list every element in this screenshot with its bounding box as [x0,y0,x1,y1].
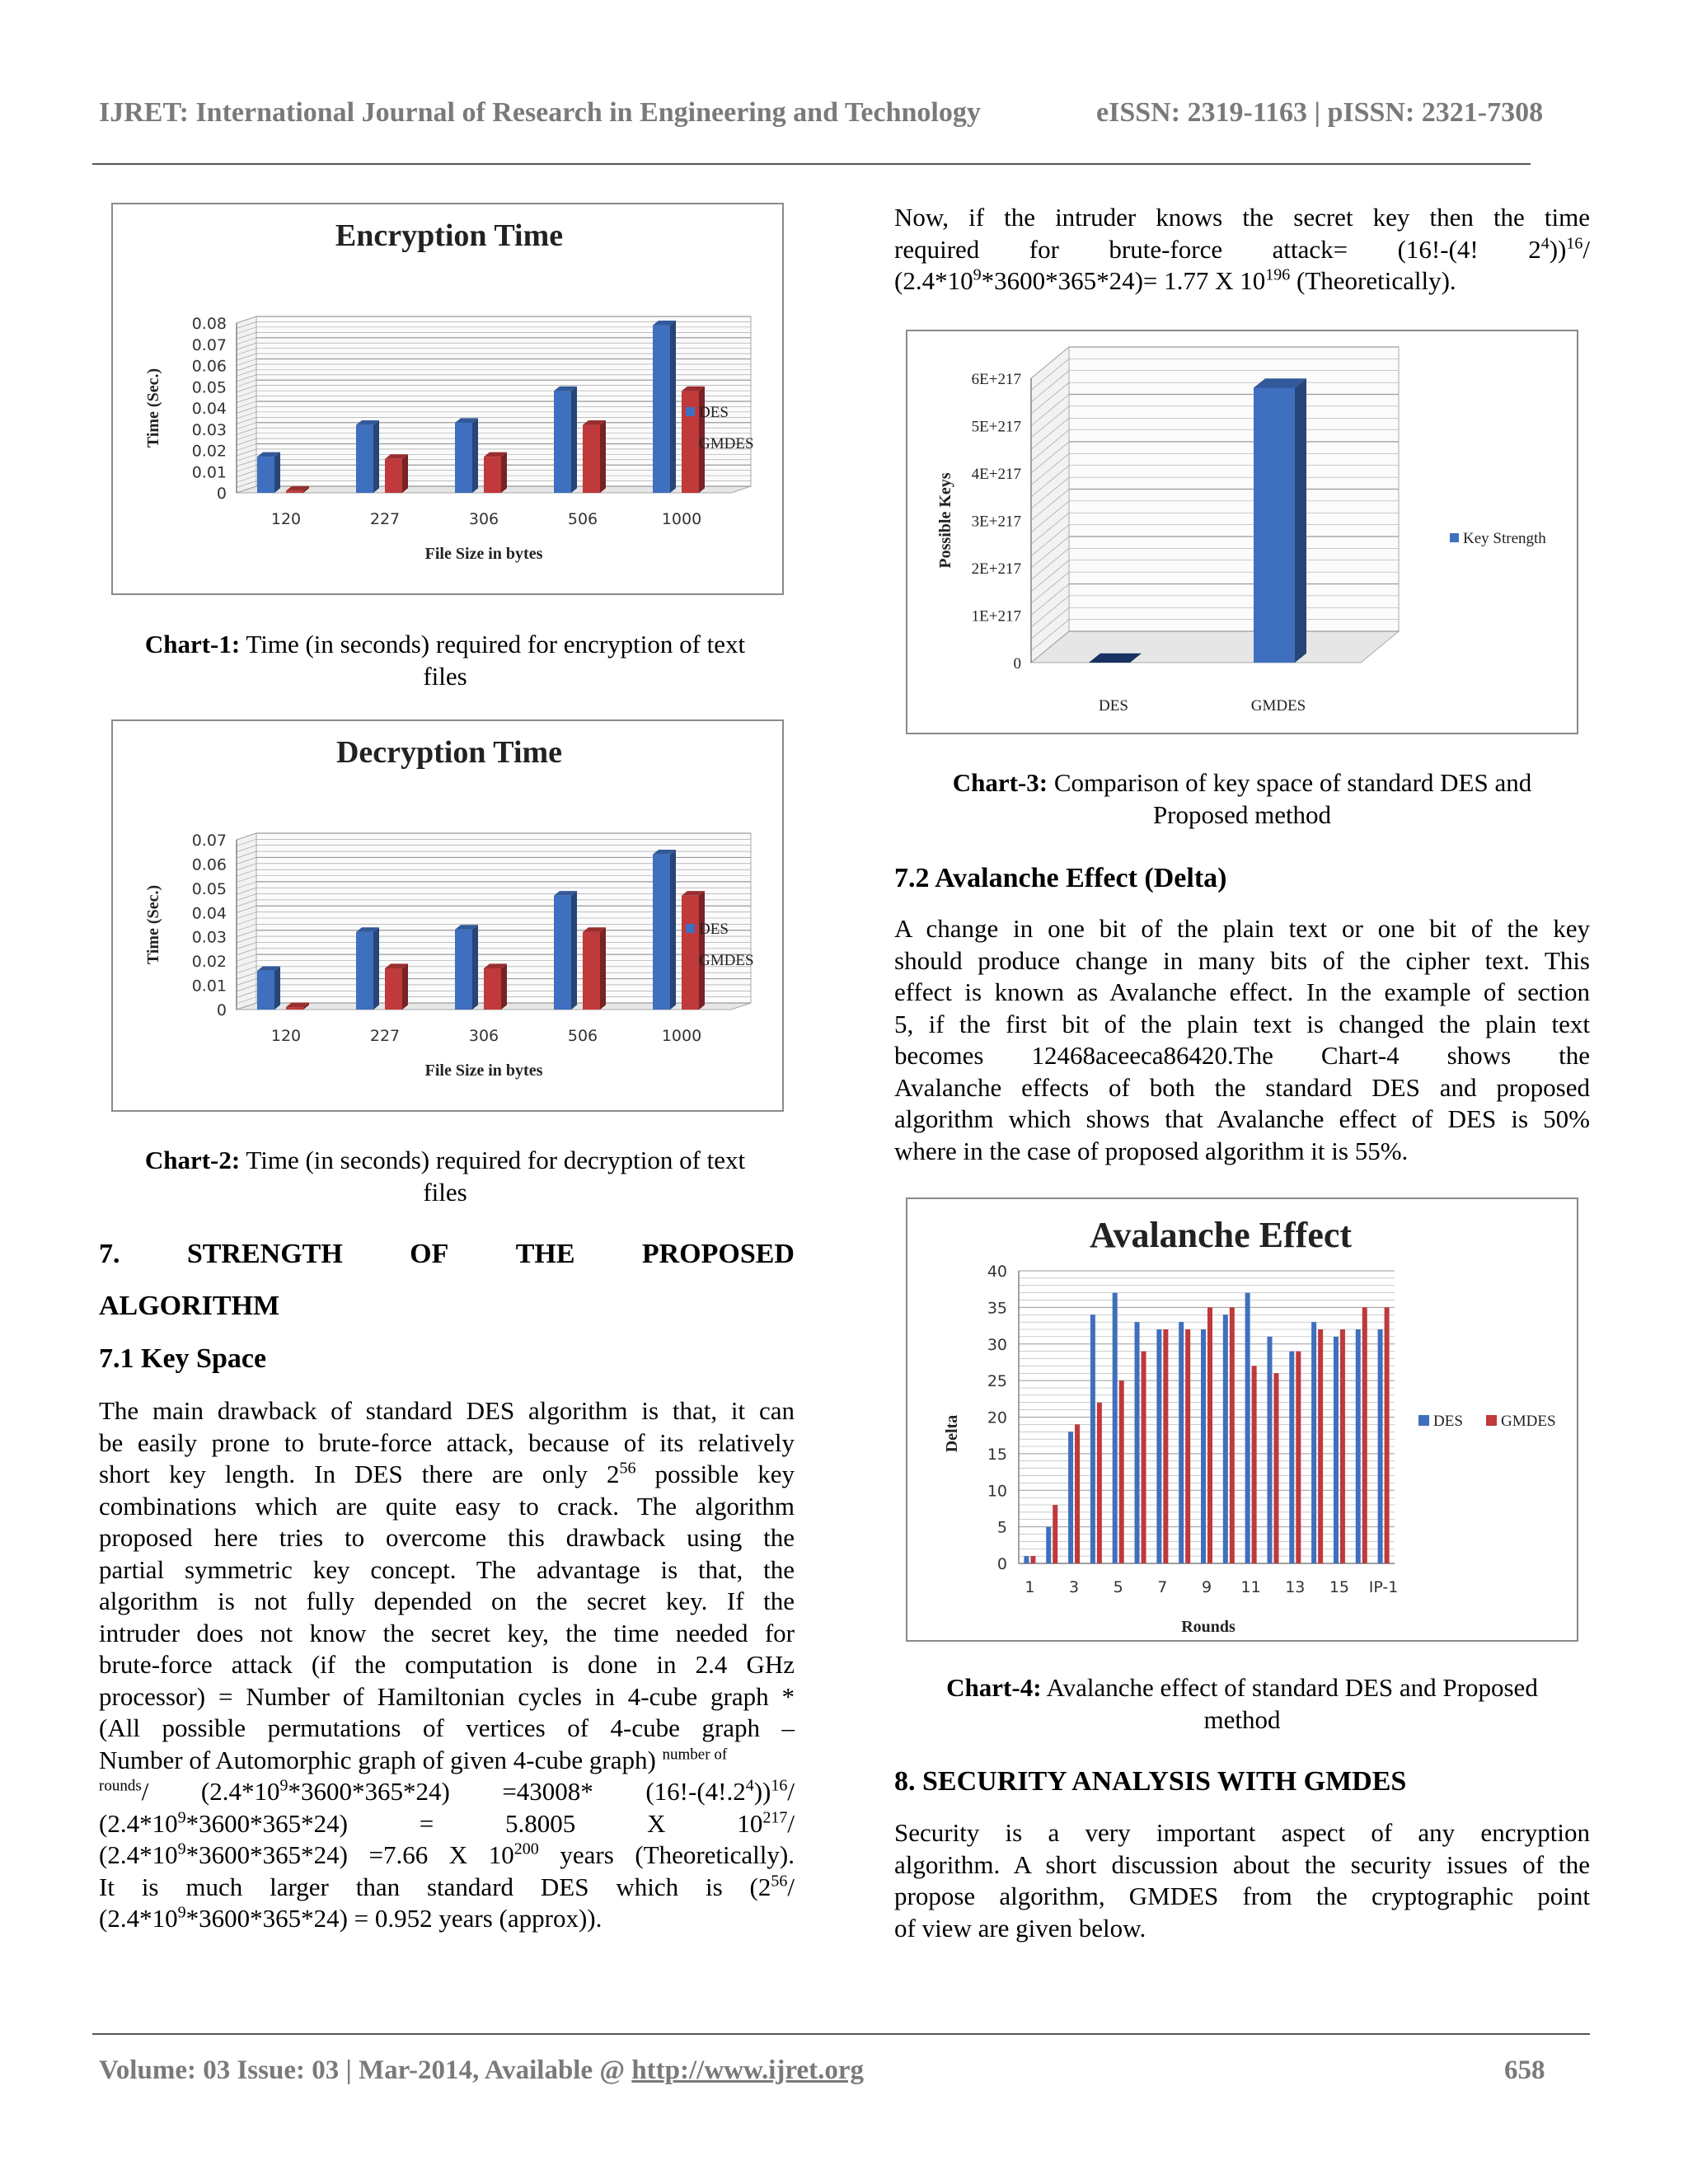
text-line [99,1776,795,1808]
bar-gmdes [385,459,402,493]
bar-gmdes [1030,1556,1035,1563]
text-line [99,1459,795,1491]
y-tick-label: 0.08 [191,315,227,333]
text-line: The main drawback of standard DES algorithm is that, it can [99,1396,795,1425]
bar-des [1245,1293,1250,1563]
heading-word: PROPOSED [641,1239,795,1269]
x-tick-label: 1000 [661,510,702,528]
x-tick-label: 120 [270,510,302,528]
bar-des [1267,1337,1272,1563]
legend-swatch [686,407,695,416]
footer-text: Volume: 03 Issue: 03 | Mar-2014, Available @ [99,2055,632,2085]
x-tick-label: 3 [1069,1578,1080,1596]
text-run: Number of Automorphic graph of given 4-cube graph) [99,1745,656,1774]
bar-des [1135,1322,1140,1563]
text-line: combinations which are quite easy to crack. The algorithm [99,1491,795,1521]
y-tick-label: 0.06 [191,357,227,376]
legend-label: DES [699,921,729,938]
caption-label: Chart-1: [144,630,241,658]
superscript: 16 [1566,234,1583,253]
y-tick-label: 5 [996,1518,1007,1537]
bar-gmdes [484,457,501,493]
chart-title: Decryption Time [335,735,563,770]
caption-text: Avalanche effect of standard DES and Proposed [1041,1673,1538,1702]
superscript: rounds [99,1777,142,1795]
text-run: *3600*365*24) = 5.8005 X 10 [185,1808,763,1838]
y-axis-label: Delta [943,1414,961,1453]
text-line: 5, if the first bit of the plain text is changed the plain text [894,1009,1590,1038]
y-tick-label: 4E+217 [971,466,1021,483]
text-line: intruder does not know the secret key, the time needed for [99,1618,795,1647]
chart-title: Avalanche Effect [1089,1215,1353,1255]
y-tick-label: 40 [987,1263,1007,1281]
x-tick-label: 5 [1113,1578,1123,1596]
caption-label: Chart-3: [952,768,1048,797]
bar-gmdes [385,968,402,1010]
y-axis-label: Possible Keys [936,472,954,569]
text-line: where in the case of proposed algorithm it is 55%. [894,1136,1409,1165]
legend-swatch [686,438,695,448]
y-tick-label: 0.04 [191,904,227,923]
bar-des [554,896,571,1010]
plot-floor [1031,631,1399,663]
bar-gmdes [484,968,501,1010]
caption-text: method [1203,1705,1281,1734]
avalanche-chart-svg [907,1199,1577,1640]
superscript: 200 [513,1840,539,1858]
text-line: should produce change in many bits of the cipher text. This [894,945,1590,975]
y-tick-label: 0.03 [191,420,227,439]
bar-gmdes [1119,1380,1124,1563]
y-tick-label: 20 [987,1408,1007,1427]
legend-swatch [686,955,695,964]
x-tick-label: 227 [369,1027,401,1045]
y-tick-label: 0 [216,485,227,503]
legend-label: GMDES [699,952,754,969]
bar-des [257,457,274,493]
legend-swatch [1418,1415,1429,1426]
superscript: number of [662,1746,728,1764]
superscript: 9 [279,1776,288,1795]
bar-des [1311,1322,1316,1563]
y-tick-label: 0.02 [191,953,227,972]
superscript: 217 [762,1808,788,1827]
x-tick-label: 1000 [661,1027,702,1045]
bar-side [402,963,408,1010]
text-line: brute-force attack (if the computation is done in 2.4 GHz [99,1650,795,1679]
y-tick-label: 15 [987,1445,1007,1464]
subsection-7-2-heading: 7.2 Avalanche Effect (Delta) [894,863,1227,893]
x-tick-label: 506 [567,1027,598,1045]
heading-word: OF [410,1239,449,1269]
bar-des [257,971,274,1010]
bar-side [670,321,676,493]
text-line [99,1872,795,1904]
text-line [894,265,1590,298]
y-tick-label: 1E+217 [971,607,1021,626]
bar-des [1378,1329,1383,1563]
heading-word: 7. [99,1239,120,1269]
legend-swatch [1486,1415,1497,1426]
legend-label: DES [699,404,729,421]
y-tick-label: 0.02 [191,442,227,461]
superscript: 9 [177,1903,186,1922]
bar-des [1334,1337,1339,1563]
x-tick-label: 7 [1157,1578,1168,1596]
x-tick-label: 306 [468,510,499,528]
chart-key-space [906,330,1578,734]
y-tick-label: 0.03 [191,928,227,947]
bar-des [356,425,373,493]
header-rule [92,163,1531,165]
text-line: Avalanche effects of both the standard DES and proposed [894,1072,1590,1102]
x-tick-label: 306 [468,1027,499,1045]
bar-gmdes [1185,1329,1190,1563]
text-line: propose algorithm, GMDES from the cryptographic point [894,1882,1590,1910]
text-run: (2.4*10 [894,266,973,295]
security-paragraph [894,1817,1590,1944]
caption-label: Chart-2: [144,1146,241,1174]
chart3-caption [894,766,1590,831]
text-run: (2.4*10 [99,1904,178,1933]
bar-side [699,891,705,1010]
text-line: effect is known as Avalanche effect. In the example of section [894,977,1590,1006]
subsection-7-1-heading: 7.1 Key Space [99,1343,267,1374]
text-line: be easily prone to brute-force attack, because of its relatively [99,1427,795,1457]
bar-side [402,454,408,493]
bar-des [1201,1329,1206,1563]
superscript: 9 [177,1808,186,1827]
bar-des [1090,1315,1095,1563]
bar-side [1295,378,1306,663]
footer-rule [92,2033,1590,2035]
bar-gmdes [1053,1505,1057,1563]
heading-word: THE [515,1239,575,1269]
y-tick-label: 0 [996,1555,1007,1573]
text-line: (All possible permutations of vertices of 4-cube graph – [99,1713,795,1742]
text-line [99,1903,795,1935]
text-run: possible key [635,1460,795,1488]
bar-gmdes [1163,1329,1168,1563]
key-space-paragraph [99,1395,795,1935]
bar-des [1046,1527,1051,1563]
text-run: (2.4*10 [99,1840,178,1869]
y-tick-label: 0.05 [191,378,227,397]
text-run: (2.4*10 [99,1808,178,1838]
bar-side [571,891,577,1010]
x-tick-label: DES [1099,697,1128,715]
text-run: (Theoretically). [1290,266,1456,295]
y-tick-label: 0.07 [191,832,227,850]
text-line: becomes 12468aceeca86420.The Chart-4 shows the [894,1041,1590,1070]
x-tick-label: GMDES [1250,697,1306,715]
avalanche-paragraph [894,913,1590,1167]
issn: eISSN: 2319-1163 | pISSN: 2321-7308 [1096,97,1544,128]
y-tick-label: 35 [987,1299,1007,1318]
text-line: processor) = Number of Hamiltonian cycles in 4-cube graph * [99,1681,795,1711]
bar-gmdes [1097,1403,1102,1563]
bar-side [274,452,280,493]
text-line [894,234,1590,266]
text-run: *3600*365*24) = 0.952 years (approx)). [185,1904,603,1933]
y-tick-label: 0.01 [191,977,227,996]
bar-side [274,966,280,1010]
text-run: *3600*365*24) =43008* (16!-(4!.2 [288,1777,746,1806]
x-tick-label: 15 [1329,1578,1350,1596]
text-line: of view are given below. [894,1913,1146,1943]
bar-gmdes [286,490,303,493]
bar-side [600,420,606,493]
bar-des [1024,1556,1029,1563]
x-tick-label: IP-1 [1368,1578,1399,1596]
y-tick-label: 3E+217 [971,513,1021,531]
text-run: )) [1549,234,1567,264]
x-tick-label: 227 [369,510,401,528]
superscript: 9 [973,265,982,284]
section8-heading: 8. SECURITY ANALYSIS WITH GMDES [894,1766,1407,1797]
x-tick-label: 9 [1201,1578,1212,1596]
y-tick-label: 0.05 [191,879,227,898]
x-axis-label: Rounds [1181,1618,1236,1636]
bar-gmdes [583,425,600,493]
text-line: algorithm. A short discussion about the security issues of the [894,1849,1590,1879]
text-run: / [787,1808,795,1838]
chart-decryption-time [111,719,784,1112]
text-line [99,1808,795,1840]
y-tick-label: 0.06 [191,855,227,874]
bar-side [501,452,507,493]
text-run: / [1582,234,1590,264]
legend-swatch [686,924,695,933]
bar-des [1156,1329,1161,1563]
x-tick-label: 120 [270,1027,302,1045]
legend-label: GMDES [1501,1413,1556,1430]
x-tick-label: 1 [1025,1578,1035,1596]
superscript: 4 [745,1776,754,1795]
x-tick-label: 506 [567,510,598,528]
superscript: 16 [771,1776,788,1795]
journal-link[interactable]: http://www.ijret.org [631,2055,864,2085]
bar-des [1179,1322,1184,1563]
y-tick-label: 0 [216,1001,227,1019]
bar-des [1113,1293,1118,1563]
text-run: / (2.4*10 [141,1777,280,1806]
x-axis-label: File Size in bytes [424,1062,543,1080]
section7-heading [99,1239,795,1270]
legend-swatch [1450,533,1459,542]
y-tick-label: 2E+217 [971,560,1021,578]
bar-side [373,420,379,493]
heading-word: STRENGTH [186,1239,343,1269]
caption-text: files [423,1178,467,1207]
x-tick-label: 11 [1240,1578,1261,1596]
bar-des [455,423,472,493]
text-run: short key length. In DES there are only 2 [99,1460,620,1488]
caption-text: Comparison of key space of standard DES and [1048,768,1532,797]
text-run: / [787,1777,795,1806]
y-tick-label: 0.07 [191,335,227,354]
text-line: algorithm which shows that Avalanche effect of DES is 50% [894,1104,1590,1133]
text-line [99,1745,795,1777]
footer-volume [99,2055,864,2086]
section7-heading-line2: ALGORITHM [99,1291,280,1321]
text-run: / [787,1872,795,1901]
decryption-chart-svg [113,721,782,1110]
superscript: 56 [619,1459,636,1478]
bar-gmdes [1252,1366,1257,1563]
y-tick-label: 6E+217 [971,371,1021,388]
bar-gmdes [286,1007,303,1010]
bar-des [653,326,670,493]
superscript: 4 [1540,234,1550,253]
chart1-caption [99,628,791,692]
caption-text: Time (in seconds) required for encryption of text [240,630,746,658]
caption-text: Proposed method [1152,800,1332,829]
bar-side [600,927,606,1010]
chart4-caption [894,1671,1590,1736]
text-line [99,1840,795,1872]
text-run: required for brute-force attack= (16!-(4! 2 [894,234,1541,264]
bar-gmdes [1230,1307,1235,1563]
known-key-paragraph [894,202,1590,298]
encryption-chart-svg [113,204,782,593]
bar-gmdes [1142,1352,1146,1563]
superscript: 9 [177,1840,186,1858]
y-tick-label: 10 [987,1482,1007,1501]
bar-gmdes [1362,1307,1367,1563]
superscript: 196 [1265,265,1291,284]
text-run: years (Theoretically). [538,1840,795,1869]
text-line: partial symmetric key concept. The advantage is that, the [99,1554,795,1584]
bar-side [501,963,507,1010]
text-line: Security is a very important aspect of any encryption [894,1818,1590,1847]
caption-text: files [423,662,467,691]
x-tick-label: 13 [1285,1578,1306,1596]
bar-des [1289,1352,1294,1563]
text-run: *3600*365*24)= 1.77 X 10 [981,266,1266,295]
key-space-chart-svg [907,331,1577,733]
text-line: Now, if the intruder knows the secret key then the time [894,203,1590,232]
bar-gmdes [1318,1329,1323,1563]
superscript: 56 [771,1872,788,1891]
bar-side [373,927,379,1010]
chart-encryption-time [111,203,784,595]
bar-des [653,855,670,1010]
chart-title: Encryption Time [335,218,564,253]
text-line: proposed here tries to overcome this drawback using the [99,1523,795,1552]
journal-title: IJRET: International Journal of Research in Engineering and Technology [99,97,981,128]
text-line: algorithm is not fully depended on the secret key. If the [99,1586,795,1615]
bar-gmdes [1075,1424,1080,1563]
bar-gmdes [682,896,699,1010]
bar-gmdes [1296,1352,1301,1563]
bar-des [1356,1329,1361,1563]
y-tick-label: 0.04 [191,400,227,418]
bar-des [455,930,472,1010]
y-tick-label: 0 [1013,655,1021,673]
y-tick-label: 25 [987,1372,1007,1391]
y-axis-label: Time (Sec.) [144,368,162,448]
bar-gmdes [1207,1307,1212,1563]
chart2-caption [99,1144,791,1208]
caption-label: Chart-4: [946,1673,1042,1702]
x-axis-label: File Size in bytes [424,545,543,563]
bar-des [554,391,571,493]
bar-des [1223,1315,1228,1563]
legend-label: DES [1433,1413,1463,1430]
page-number: 658 [1504,2055,1545,2085]
y-tick-label: 30 [987,1335,1007,1354]
bar-side [670,850,676,1010]
bar-gmdes [583,932,600,1010]
y-axis-label: Time (Sec.) [144,884,162,965]
legend-label: Key Strength [1463,530,1546,547]
bar-side [571,387,577,493]
bar-gmdes [1340,1329,1345,1563]
text-run: *3600*365*24) =7.66 X 10 [185,1840,514,1869]
bar-gmdes [1273,1373,1278,1563]
bar-gmdes [1385,1307,1390,1563]
text-run: )) [753,1777,771,1806]
y-tick-label: 0.01 [191,463,227,482]
bar-des [356,932,373,1010]
bar-des [1068,1432,1073,1563]
caption-text: Time (in seconds) required for decryption of text [240,1146,746,1174]
text-line: A change in one bit of the plain text or one bit of the key [894,914,1590,943]
bar-side [472,418,478,493]
bar-side [472,925,478,1010]
bar-key-strength [1254,387,1295,663]
chart-avalanche [906,1197,1578,1642]
text-run: It is much larger than standard DES which is (2 [99,1872,771,1901]
legend-label: GMDES [699,435,754,452]
y-tick-label: 5E+217 [971,418,1021,436]
